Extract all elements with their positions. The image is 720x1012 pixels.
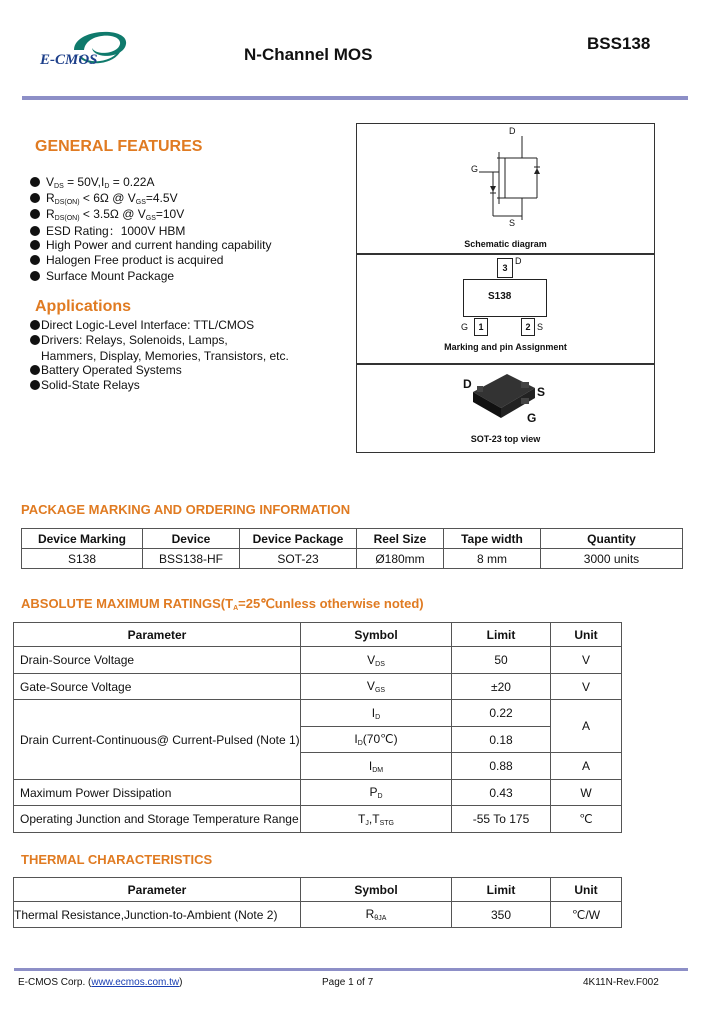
unit-cell: W [551,780,622,806]
bullet-icon [30,255,40,265]
param-cell: Maximum Power Dissipation [14,780,301,806]
marking-text: S138 [488,291,512,302]
param-cell: Drain-Source Voltage [14,647,301,674]
bullet-icon [30,320,40,330]
package-s-label: S [537,385,546,399]
limit-cell: -55 To 175 [452,806,551,833]
limit-cell: 0.18 [452,727,551,753]
logo [34,20,134,76]
bullet-icon [30,177,40,187]
package-panel [356,363,655,453]
applications-heading: Applications [35,298,132,315]
table-row [14,806,622,833]
application-item: Direct Logic-Level Interface: TTL/CMOS [30,318,254,332]
abs-max-heading: ABSOLUTE MAXIMUM $RATINGS(T_A=25℃unless$ otherwise noted) [21,596,424,612]
ordering-col-header: Reel Size [357,529,444,549]
ordering-col-header: Quantity [541,529,683,549]
pin3-box: 3 [497,258,513,278]
param-cell: Operating Junction and Storage Temperature Range [14,806,301,833]
mosfet-schematic-icon [457,128,557,228]
ordering-cell: SOT-23 [240,549,357,569]
feature-item: $V_{DS} = 50V,I_D = 0.22A$ [30,175,154,190]
package-d-label: D [463,377,472,391]
pin-d-label: D [515,256,522,266]
ordering-table [21,528,683,569]
abs-col-header: Limit [452,623,551,647]
thermal-col-header: Parameter [14,878,301,902]
application-item: Hammers, Display, Memories, Transistors, etc. [41,349,289,363]
schematic-caption: Schematic diagram [464,239,547,249]
ordering-col-header: Tape width [444,529,541,549]
ordering-cell: Ø180mm [357,549,444,569]
symbol-cell: $I_{DM}$ [301,753,452,780]
param-cell: Thermal Resistance,Junction-to-Ambient (Note 2) [14,902,301,928]
unit-cell: ℃/W [551,902,622,928]
pin-g-label: G [461,322,469,332]
symbol-cell: $P_D$ [301,780,452,806]
pin1-box: 1 [474,318,488,336]
pin-s-label: S [537,322,544,332]
footer-rev: 4K11N-Rev.F002 [583,977,659,988]
limit-cell: 0.43 [452,780,551,806]
abs-col-header: Parameter [14,623,301,647]
schematic-g-label: G [471,164,479,174]
application-item: Drivers: Relays, Solenoids, Lamps, [30,333,228,347]
ordering-cell: BSS138-HF [143,549,240,569]
pin2-box: 2 [521,318,535,336]
ordering-cell: 8 mm [444,549,541,569]
ordering-col-header: Device Package [240,529,357,549]
thermal-table [13,877,622,928]
abs-max-table [13,622,622,833]
doc-title: N-Channel MOS [244,45,373,64]
thermal-col-header: Unit [551,878,622,902]
table-row [14,647,622,674]
application-item: Battery Operated Systems [30,363,182,377]
footer-page: Page 1 of 7 [322,977,374,988]
package-g-label: G [527,411,537,425]
bullet-icon [30,335,40,345]
schematic-s-label: S [509,218,516,228]
unit-cell: ℃ [551,806,622,833]
header-rule [22,96,688,100]
symbol-cell: $T_J,T_{STG}$ [301,806,452,833]
feature-item: $R_{DS(ON)} < 3.5\Omega$ @ $V_{GS}=10V$ [30,207,184,222]
ordering-cell: S138 [22,549,143,569]
feature-item: Surface Mount Package [30,269,174,283]
symbol-cell: $V_{GS}$ [301,674,452,700]
marking-panel [356,253,655,365]
marking-caption: Marking and pin Assignment [444,342,567,352]
abs-col-header: Unit [551,623,622,647]
bullet-icon [30,240,40,250]
symbol-cell: $V_{DS}$ [301,647,452,674]
application-item: Solid-State Relays [30,378,140,392]
table-row [14,902,622,928]
feature-item: Halogen Free product is acquired [30,253,223,267]
bullet-icon [30,193,40,203]
table-row [14,674,622,700]
feature-item: High Power and current handing capability [30,238,271,252]
symbol-cell: $I_D(70℃)$ [301,727,452,753]
unit-cell: V [551,674,622,700]
param-cell: Gate-Source Voltage [14,674,301,700]
feature-item: $R_{DS(ON)} < 6\Omega$ @ $V_{GS}=4.5V$ [30,191,178,206]
limit-cell: 0.88 [452,753,551,780]
thermal-col-header: Symbol [301,878,452,902]
bullet-icon [30,365,40,375]
company-link[interactable]: www.ecmos.com.tw [91,977,180,988]
limit-cell: 350 [452,902,551,928]
limit-cell: 50 [452,647,551,674]
ordering-col-header: Device [143,529,240,549]
unit-cell: A [551,700,622,753]
symbol-cell: $R_{\theta JA}$ [301,902,452,928]
bullet-icon [30,271,40,281]
unit-cell: A [551,753,622,780]
bullet-icon [30,380,40,390]
bullet-icon [30,226,40,236]
logo-text: E-CMOS [40,52,98,68]
table-row [14,780,622,806]
ordering-heading: PACKAGE MARKING AND ORDERING INFORMATION [21,502,351,517]
part-number: BSS138 [587,34,651,53]
param-cell: Drain Current-Continuous@ Current-Pulsed (Note 1) [14,700,301,780]
abs-col-header: Symbol [301,623,452,647]
limit-cell: ±20 [452,674,551,700]
ordering-col-header: Device Marking [22,529,143,549]
footer-company: E-CMOS Corp. (www.ecmos.com.tw) [18,977,183,988]
thermal-heading: THERMAL CHARACTERISTICS [21,852,213,867]
features-heading: GENERAL FEATURES [35,138,203,155]
schematic-d-label: D [509,126,516,136]
table-row [14,700,622,727]
symbol-cell: $I_D$ [301,700,452,727]
ordering-cell: 3000 units [541,549,683,569]
bullet-icon [30,209,40,219]
unit-cell: V [551,647,622,674]
schematic-panel [356,123,655,255]
thermal-col-header: Limit [452,878,551,902]
feature-item: ESD Rating：1000V HBM [30,222,185,239]
limit-cell: 0.22 [452,700,551,727]
package-caption: SOT-23 top view [470,434,541,444]
footer-rule [14,968,688,971]
